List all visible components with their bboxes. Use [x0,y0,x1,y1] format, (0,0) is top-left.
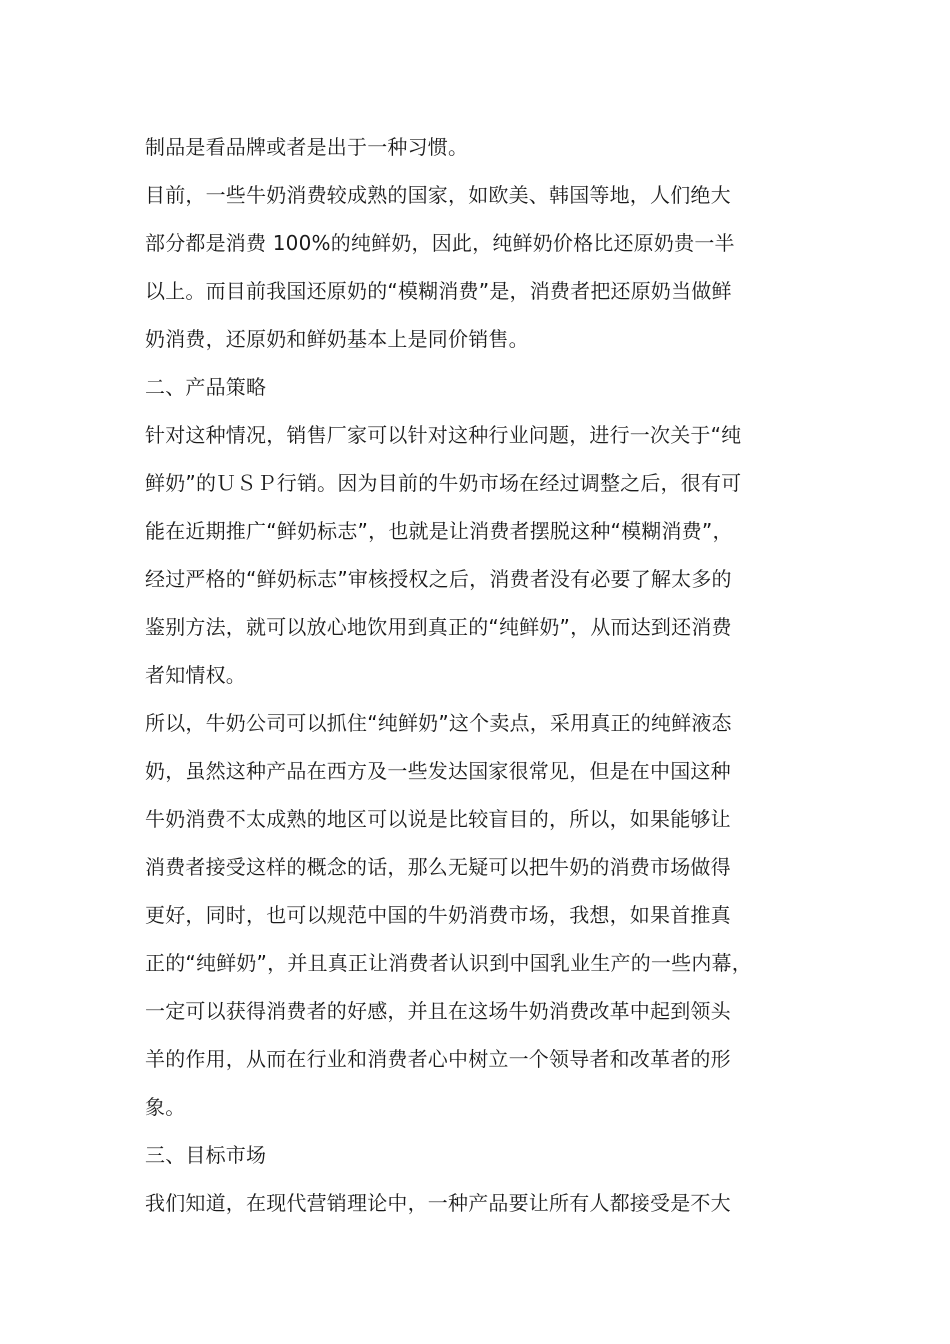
section-heading: 二、产品策略 [145,375,267,399]
text-line: 奶消费，还原奶和鲜奶基本上是同价销售。 [145,327,529,351]
text-line: 正的“纯鲜奶”，并且真正让消费者认识到中国乳业生产的一些内幕， [145,951,752,975]
text-line: 经过严格的“鲜奶标志”审核授权之后，消费者没有必要了解太多的 [145,567,732,591]
text-line: 牛奶消费不太成熟的地区可以说是比较盲目的，所以，如果能够让 [145,807,731,831]
text-line: 一定可以获得消费者的好感，并且在这场牛奶消费改革中起到领头 [145,999,731,1023]
text-line: 以上。而目前我国还原奶的“模糊消费”是，消费者把还原奶当做鲜 [145,279,732,303]
text-line: 消费者接受这样的概念的话，那么无疑可以把牛奶的消费市场做得 [145,855,731,879]
text-line: 鲜奶”的ＵＳＰ行销。因为目前的牛奶市场在经过调整之后，很有可 [145,471,742,495]
text-line: 鉴别方法，就可以放心地饮用到真正的“纯鲜奶”，从而达到还消费 [145,615,732,639]
text-line: 能在近期推广“鲜奶标志”，也就是让消费者摆脱这种“模糊消费”， [145,519,733,543]
text-line: 部分都是消费 100%的纯鲜奶，因此，纯鲜奶价格比还原奶贵一半 [145,231,735,255]
text-line: 象。 [145,1095,186,1119]
text-line: 我们知道，在现代营销理论中，一种产品要让所有人都接受是不大 [145,1191,731,1215]
text-line: 制品是看品牌或者是出于一种习惯。 [145,135,469,159]
text-line: 所以，牛奶公司可以抓住“纯鲜奶”这个卖点，采用真正的纯鲜液态 [145,711,732,735]
text-line: 针对这种情况，销售厂家可以针对这种行业问题，进行一次关于“纯 [145,423,742,447]
text-line: 羊的作用，从而在行业和消费者心中树立一个领导者和改革者的形 [145,1047,731,1071]
text-line: 奶，虽然这种产品在西方及一些发达国家很常见，但是在中国这种 [145,759,731,783]
text-line: 目前，一些牛奶消费较成熟的国家，如欧美、韩国等地，人们绝大 [145,183,731,207]
document-page [145,123,817,1227]
text-line: 更好，同时，也可以规范中国的牛奶消费市场，我想，如果首推真 [145,903,731,927]
section-heading: 三、目标市场 [145,1143,267,1167]
text-line: 者知情权。 [145,663,246,687]
